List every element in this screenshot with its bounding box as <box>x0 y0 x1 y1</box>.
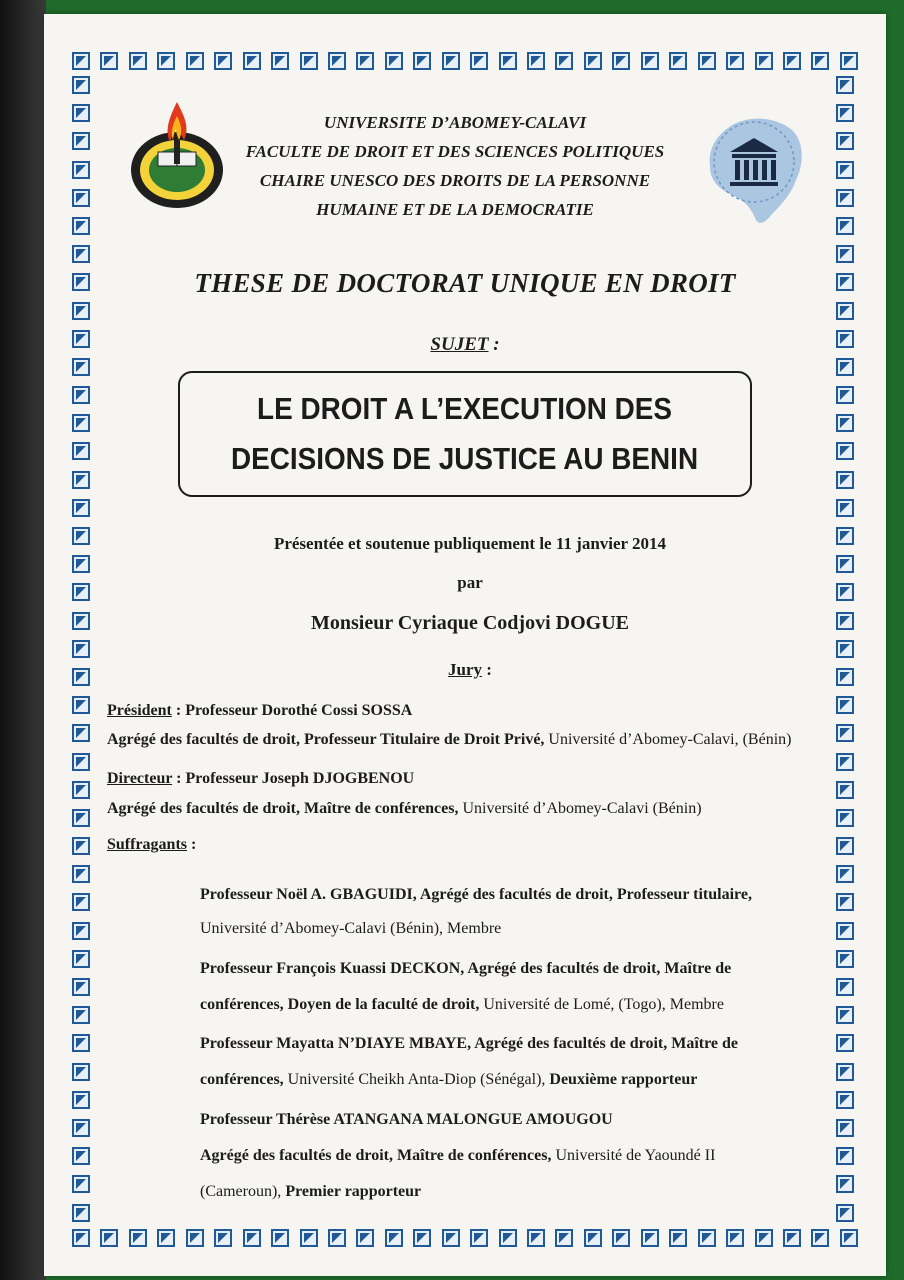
border-square <box>72 555 90 573</box>
president-details <box>107 731 791 749</box>
border-square <box>271 52 289 70</box>
border-square <box>442 52 460 70</box>
border-square <box>836 471 854 489</box>
border-square <box>836 865 854 883</box>
border-square <box>726 52 744 70</box>
border-square <box>783 52 801 70</box>
border-square <box>72 217 90 235</box>
border-square <box>612 1229 630 1247</box>
border-square <box>836 753 854 771</box>
border-square <box>300 1229 318 1247</box>
member-line <box>200 1071 697 1089</box>
border-square <box>72 414 90 432</box>
member-text-bold: Premier rapporteur <box>285 1183 422 1200</box>
member-text-bold: Agrégé des facultés de droit, Maître de conférences, <box>200 1147 556 1164</box>
thesis-type-heading: THESE DE DOCTORAT UNIQUE EN DROIT <box>194 268 736 298</box>
border-square <box>499 52 517 70</box>
border-square <box>836 76 854 94</box>
border-square <box>243 1229 261 1247</box>
border-square <box>72 76 90 94</box>
directeur-details <box>107 800 702 818</box>
border-square <box>72 330 90 348</box>
president-details-bold: Agrégé des facultés de droit, Professeur Titulaire de Droit Privé, <box>107 731 549 748</box>
border-square <box>612 52 630 70</box>
border-square <box>72 1006 90 1024</box>
president-label: Président <box>107 702 172 719</box>
border-square <box>72 442 90 460</box>
border-square <box>836 302 854 320</box>
border-square <box>100 1229 118 1247</box>
border-square <box>129 52 147 70</box>
institution-header <box>230 108 680 224</box>
border-square <box>100 52 118 70</box>
border-top <box>72 52 858 74</box>
border-square <box>584 1229 602 1247</box>
member-line: Professeur Thérèse ATANGANA MALONGUE AMOUGOU <box>200 1111 613 1128</box>
university-seal-logo <box>128 96 226 212</box>
border-square <box>72 471 90 489</box>
border-square <box>836 978 854 996</box>
border-square <box>157 52 175 70</box>
border-square <box>72 189 90 207</box>
border-square <box>836 809 854 827</box>
border-square <box>72 527 90 545</box>
header-line: UNIVERSITE D’ABOMEY-CALAVI <box>323 113 587 132</box>
border-square <box>271 1229 289 1247</box>
president-name: : Professeur Dorothé Cossi SOSSA <box>171 702 413 719</box>
border-square <box>836 1091 854 1109</box>
border-square <box>129 1229 147 1247</box>
border-square <box>836 1119 854 1137</box>
suffragants-colon: : <box>187 836 197 853</box>
border-square <box>328 1229 346 1247</box>
border-square <box>584 52 602 70</box>
member-text-bold: conférences, <box>200 1071 288 1088</box>
thesis-title-line: LE DROIT A L’EXECUTION DES <box>257 391 673 426</box>
par-text: par <box>457 573 483 592</box>
border-square <box>72 696 90 714</box>
member-line: Université d’Abomey-Calavi (Bénin), Membre <box>200 920 502 937</box>
border-square <box>836 922 854 940</box>
jury-label: Jury <box>448 660 483 679</box>
border-square <box>72 893 90 911</box>
border-square <box>72 273 90 291</box>
border-square <box>72 1063 90 1081</box>
border-square <box>641 1229 659 1247</box>
border-square <box>836 1034 854 1052</box>
unesco-chair-logo <box>700 110 806 228</box>
border-square <box>527 1229 545 1247</box>
border-square <box>413 1229 431 1247</box>
border-square <box>836 555 854 573</box>
border-square <box>836 499 854 517</box>
member-text-bold: conférences, Doyen de la faculté de droit, <box>200 996 484 1013</box>
directeur-name: : Professeur Joseph DJOGBENOU <box>172 770 415 787</box>
border-square <box>783 1229 801 1247</box>
border-square <box>385 52 403 70</box>
border-square <box>836 245 854 263</box>
member-line: Professeur François Kuassi DECKON, Agrégé des facultés de droit, Maître de <box>200 960 732 977</box>
border-square <box>836 1175 854 1193</box>
border-square <box>527 52 545 70</box>
border-square <box>499 1229 517 1247</box>
border-square <box>72 978 90 996</box>
border-square <box>840 1229 858 1247</box>
border-square <box>356 52 374 70</box>
border-square <box>836 386 854 404</box>
border-square <box>836 837 854 855</box>
border-square <box>811 52 829 70</box>
jury-heading <box>100 660 840 680</box>
border-square <box>214 52 232 70</box>
border-square <box>836 1006 854 1024</box>
border-square <box>72 52 90 70</box>
border-square <box>836 104 854 122</box>
border-square <box>300 52 318 70</box>
author-name: Monsieur Cyriaque Codjovi DOGUE <box>311 612 629 634</box>
border-square <box>72 499 90 517</box>
border-square <box>72 1091 90 1109</box>
border-square <box>72 302 90 320</box>
border-square <box>72 724 90 742</box>
border-square <box>72 161 90 179</box>
border-square <box>836 217 854 235</box>
border-square <box>470 1229 488 1247</box>
border-square <box>385 1229 403 1247</box>
header-line: CHAIRE UNESCO DES DROITS DE LA PERSONNE <box>259 171 651 190</box>
border-square <box>72 245 90 263</box>
border-square <box>328 52 346 70</box>
member-line <box>200 996 724 1014</box>
sujet-label: SUJET <box>430 334 489 355</box>
border-square <box>72 950 90 968</box>
border-square <box>72 640 90 658</box>
member-text-bold: Deuxième rapporteur <box>549 1071 698 1088</box>
border-square <box>356 1229 374 1247</box>
member-line <box>200 1183 421 1201</box>
border-bottom <box>72 1229 858 1251</box>
border-square <box>72 1147 90 1165</box>
border-square <box>836 1147 854 1165</box>
presentation-statement: Présentée et soutenue publiquement le 11 janvier 2014 <box>273 534 667 553</box>
border-square <box>726 1229 744 1247</box>
border-square <box>836 893 854 911</box>
border-square <box>555 1229 573 1247</box>
member-text-normal: (Cameroun), <box>200 1183 286 1200</box>
jury-colon: : <box>482 660 492 679</box>
thesis-title-line: DECISIONS DE JUSTICE AU BENIN <box>231 441 699 476</box>
member-line: Professeur Noël A. GBAGUIDI, Agrégé des facultés de droit, Professeur titulaire, <box>200 886 752 903</box>
border-square <box>698 52 716 70</box>
directeur-line <box>107 770 414 788</box>
border-square <box>840 52 858 70</box>
border-square <box>72 781 90 799</box>
border-square <box>72 837 90 855</box>
directeur-details-bold: Agrégé des facultés de droit, Maître de conférences, <box>107 800 463 817</box>
border-square <box>669 52 687 70</box>
border-square <box>836 442 854 460</box>
border-square <box>72 583 90 601</box>
sujet-colon: : <box>488 334 500 355</box>
member-text-normal: Université de Lomé, (Togo), Membre <box>483 996 724 1013</box>
border-square <box>669 1229 687 1247</box>
border-square <box>243 52 261 70</box>
border-square <box>811 1229 829 1247</box>
border-square <box>72 668 90 686</box>
border-right <box>836 76 858 1222</box>
header-line: FACULTE DE DROIT ET DES SCIENCES POLITIQUES <box>245 142 665 161</box>
border-square <box>214 1229 232 1247</box>
border-square <box>72 1119 90 1137</box>
border-square <box>755 1229 773 1247</box>
suffragants-label: Suffragants <box>107 836 188 853</box>
border-left <box>72 76 94 1222</box>
border-square <box>836 1063 854 1081</box>
border-square <box>72 612 90 630</box>
border-square <box>836 189 854 207</box>
border-square <box>72 922 90 940</box>
president-details-normal: Université d’Abomey-Calavi, (Bénin) <box>548 731 792 748</box>
border-square <box>836 161 854 179</box>
suffragants-heading <box>107 836 196 854</box>
border-square <box>836 1204 854 1222</box>
border-square <box>641 52 659 70</box>
border-square <box>72 1229 90 1247</box>
border-square <box>836 273 854 291</box>
border-square <box>186 52 204 70</box>
border-square <box>72 1175 90 1193</box>
president-line <box>107 702 412 720</box>
border-square <box>72 753 90 771</box>
thesis-title-box <box>178 371 752 497</box>
binding-spine <box>0 0 46 1280</box>
border-square <box>72 809 90 827</box>
sujet-heading <box>370 334 560 356</box>
member-line <box>200 1147 715 1165</box>
border-square <box>186 1229 204 1247</box>
member-text-normal: Université de Yaoundé II <box>555 1147 716 1164</box>
member-line: Professeur Mayatta N’DIAYE MBAYE, Agrégé des facultés de droit, Maître de <box>200 1035 739 1052</box>
border-square <box>72 386 90 404</box>
border-square <box>157 1229 175 1247</box>
directeur-label: Directeur <box>107 770 173 787</box>
header-line: HUMAINE ET DE LA DEMOCRATIE <box>316 200 594 219</box>
border-square <box>698 1229 716 1247</box>
border-square <box>836 640 854 658</box>
border-square <box>836 414 854 432</box>
border-square <box>72 104 90 122</box>
directeur-details-normal: Université d’Abomey-Calavi (Bénin) <box>462 800 702 817</box>
border-square <box>72 865 90 883</box>
border-square <box>836 696 854 714</box>
border-square <box>72 1204 90 1222</box>
border-square <box>836 330 854 348</box>
border-square <box>836 950 854 968</box>
border-square <box>836 724 854 742</box>
border-square <box>836 358 854 376</box>
border-square <box>836 132 854 150</box>
border-square <box>755 52 773 70</box>
member-text-normal: Université Cheikh Anta-Diop (Sénégal), <box>287 1071 550 1088</box>
border-square <box>72 1034 90 1052</box>
border-square <box>72 132 90 150</box>
border-square <box>555 52 573 70</box>
border-square <box>442 1229 460 1247</box>
border-square <box>470 52 488 70</box>
border-square <box>72 358 90 376</box>
border-square <box>413 52 431 70</box>
border-square <box>836 781 854 799</box>
